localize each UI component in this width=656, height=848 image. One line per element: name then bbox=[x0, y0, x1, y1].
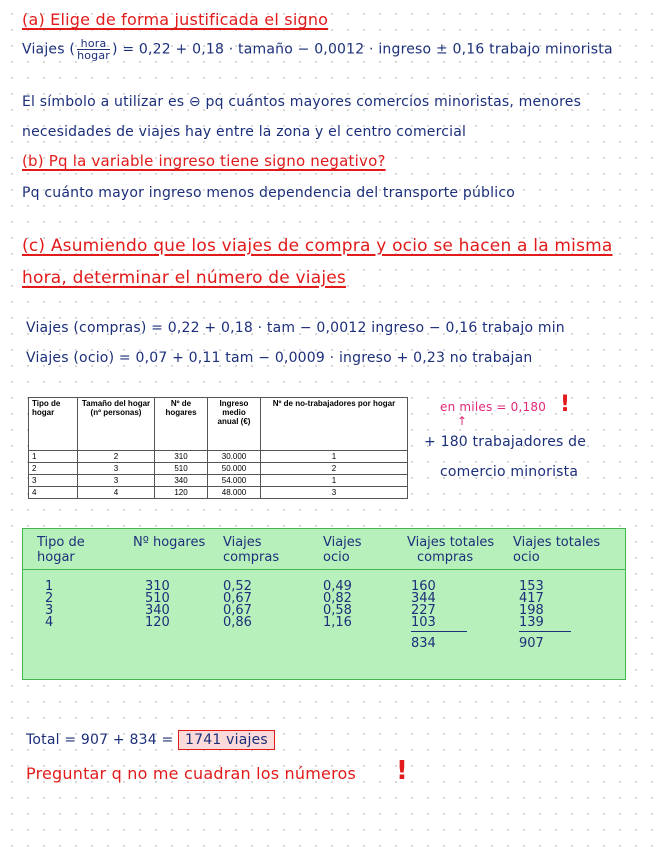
list-item: 0,82 bbox=[323, 591, 352, 606]
total-result-box: 1741 viajes bbox=[178, 730, 275, 750]
col-values bbox=[45, 581, 85, 629]
table-cell: 120 bbox=[155, 487, 208, 499]
sum-ocio: 907 bbox=[519, 631, 571, 650]
part-c-heading-2: hora, determinar el número de viajes bbox=[22, 268, 346, 288]
table-cell: 2 bbox=[261, 463, 408, 475]
list-item: 153 bbox=[519, 579, 544, 594]
list-item: 0,67 bbox=[223, 591, 252, 606]
header-cell: Nº de no-trabajadores por hogar bbox=[261, 398, 408, 451]
part-c-heading-1: (c) Asumiendo que los viajes de compra y ocio se hacen a la misma bbox=[22, 236, 613, 256]
list-item: 310 bbox=[145, 579, 170, 594]
table-cell: 54.000 bbox=[208, 475, 261, 487]
part-b-heading: (b) Pq la variable ingreso tiene signo negativo? bbox=[22, 152, 386, 170]
list-item: 120 bbox=[145, 615, 170, 630]
table-cell: 1 bbox=[261, 475, 408, 487]
list-item: 0,86 bbox=[223, 615, 252, 630]
table-row bbox=[29, 463, 408, 475]
header-cell: Ingreso medio anual (€) bbox=[208, 398, 261, 451]
col-tipo bbox=[37, 535, 85, 629]
exclamation-icon: ! bbox=[560, 392, 571, 417]
table-cell: 50.000 bbox=[208, 463, 261, 475]
table-row bbox=[29, 475, 408, 487]
table-header-row bbox=[29, 398, 408, 451]
eq-rest: ) = 0,22 + 0,18 · tamaño − 0,0012 · ingreso ± 0,16 trabajo minorista bbox=[112, 41, 613, 58]
list-item: 160 bbox=[411, 579, 436, 594]
table-cell: 3 bbox=[29, 475, 78, 487]
list-item: 0,52 bbox=[223, 579, 252, 594]
header-cell: Tipo de hogar bbox=[29, 398, 78, 451]
table-row bbox=[29, 451, 408, 463]
explanation-line-1: El símbolo a utilizar es ⊖ pq cuántos mayores comercios minoristas, menores bbox=[22, 94, 582, 110]
table-cell: 1 bbox=[261, 451, 408, 463]
list-item: 3 bbox=[45, 603, 54, 618]
col-header: Nº hogares bbox=[133, 535, 206, 550]
list-item: 417 bbox=[519, 591, 544, 606]
table-cell: 3 bbox=[78, 463, 155, 475]
list-item: 510 bbox=[145, 591, 170, 606]
side-note-pink: en miles = 0,180 bbox=[440, 400, 547, 414]
list-item: 103 bbox=[411, 615, 436, 630]
list-item: 0,58 bbox=[323, 603, 352, 618]
table-cell: 510 bbox=[155, 463, 208, 475]
table-cell: 340 bbox=[155, 475, 208, 487]
question-note: Preguntar q no me cuadran los números bbox=[26, 764, 357, 783]
explanation-line-2: necesidades de viajes hay entre la zona y el centro comercial bbox=[22, 124, 467, 140]
col-values bbox=[223, 581, 279, 629]
col-header: Viajes compras bbox=[223, 535, 280, 565]
fraction-denominator: hogar bbox=[77, 49, 111, 62]
col-values bbox=[519, 581, 571, 650]
list-item: 0,49 bbox=[323, 579, 352, 594]
col-header: Tipo de hogar bbox=[37, 535, 85, 565]
table-cell: 2 bbox=[29, 463, 78, 475]
model-equation bbox=[22, 38, 613, 61]
col-total-compras bbox=[407, 535, 494, 650]
table-cell: 310 bbox=[155, 451, 208, 463]
table-cell: 48.000 bbox=[208, 487, 261, 499]
col-values bbox=[411, 581, 467, 650]
col-header: Viajes totales ocio bbox=[513, 535, 601, 565]
table-cell: 1 bbox=[29, 451, 78, 463]
results-table bbox=[22, 528, 626, 680]
side-note-line-2: comercio minorista bbox=[440, 464, 579, 480]
list-item: 1,16 bbox=[323, 615, 352, 630]
col-ocio bbox=[323, 535, 362, 629]
equation-compras: Viajes (compras) = 0,22 + 0,18 · tam − 0,0012 ingreso − 0,16 trabajo min bbox=[26, 320, 565, 336]
list-item: 4 bbox=[45, 615, 54, 630]
up-arrow-icon: ↑ bbox=[457, 414, 468, 428]
fraction-numerator: hora bbox=[77, 38, 110, 50]
list-item: 0,67 bbox=[223, 603, 252, 618]
table-cell: 2 bbox=[78, 451, 155, 463]
list-item: 227 bbox=[411, 603, 436, 618]
total-line bbox=[26, 730, 275, 750]
col-values bbox=[145, 581, 205, 629]
col-values bbox=[323, 581, 362, 629]
part-b-answer: Pq cuánto mayor ingreso menos dependencia del transporte público bbox=[22, 185, 515, 201]
col-total-ocio bbox=[513, 535, 600, 650]
header-cell: Tamaño del hogar (nº personas) bbox=[78, 398, 155, 451]
col-header: Viajes ocio bbox=[323, 535, 362, 565]
table-cell: 4 bbox=[78, 487, 155, 499]
col-compras bbox=[223, 535, 279, 629]
equation-ocio: Viajes (ocio) = 0,07 + 0,11 tam − 0,0009 · ingreso + 0,23 no trabajan bbox=[26, 350, 533, 366]
household-data-table bbox=[28, 397, 408, 499]
list-item: 1 bbox=[45, 579, 54, 594]
sum-compras: 834 bbox=[411, 631, 467, 650]
exclamation-icon: ! bbox=[396, 756, 408, 786]
fraction bbox=[77, 38, 110, 61]
table-cell: 4 bbox=[29, 487, 78, 499]
eq-prefix: Viajes ( bbox=[22, 41, 76, 58]
col-hogares bbox=[133, 535, 205, 629]
table-cell: 3 bbox=[261, 487, 408, 499]
col-header: Viajes totales compras bbox=[407, 535, 495, 565]
part-a-heading: (a) Elige de forma justificada el signo bbox=[22, 10, 329, 29]
table-cell: 30.000 bbox=[208, 451, 261, 463]
list-item: 340 bbox=[145, 603, 170, 618]
header-cell: Nº de hogares bbox=[155, 398, 208, 451]
table-row bbox=[29, 487, 408, 499]
list-item: 344 bbox=[411, 591, 436, 606]
total-prefix: Total = 907 + 834 = bbox=[26, 732, 174, 748]
table-cell: 3 bbox=[78, 475, 155, 487]
list-item: 198 bbox=[519, 603, 544, 618]
list-item: 139 bbox=[519, 615, 544, 630]
list-item: 2 bbox=[45, 591, 54, 606]
side-note-line-1: + 180 trabajadores de bbox=[424, 434, 587, 450]
